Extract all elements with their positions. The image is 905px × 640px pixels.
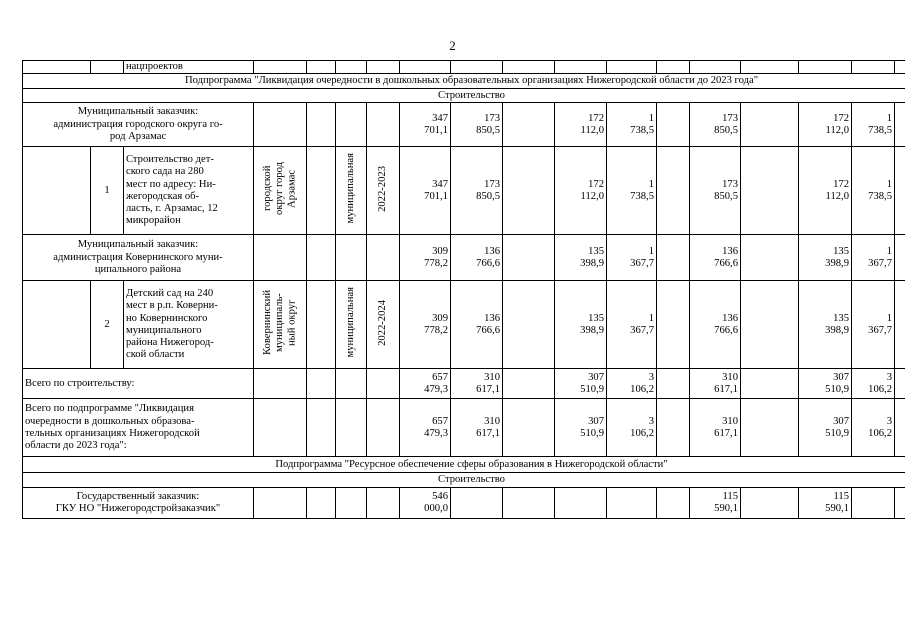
total-construction-value: 307 510,9 (555, 369, 607, 399)
customer2-value: 1 367,7 (607, 235, 657, 281)
customer1-value (503, 103, 555, 147)
customer1-label: Муниципальный заказчик: администрация городского округа го- род Арзамас (23, 103, 254, 147)
total-subprogram-value: 310 617,1 (690, 399, 741, 457)
customer1-row (23, 103, 905, 147)
item2-value: 309 778,2 (400, 281, 451, 369)
subprogram2-section: Строительство (23, 473, 905, 488)
item1-years: 2022-2023 (376, 165, 388, 212)
item1-value: 173 850,5 (451, 147, 503, 235)
state-customer-value: 115 590,1 (690, 488, 741, 519)
item1-number: 1 (91, 147, 124, 235)
customer2-label: Муниципальный заказчик: администрация Ковернинского муни- ципального района (23, 235, 254, 281)
customer2-value: 136 766,6 (451, 235, 503, 281)
state-customer-value: 115 590,1 (799, 488, 852, 519)
item1-value (895, 147, 905, 235)
subprogram2-title-row (23, 457, 905, 473)
customer1-value (741, 103, 799, 147)
customer1-value (895, 103, 905, 147)
item2-territory: Ковернинский муниципаль- ный округ (261, 290, 298, 356)
state-customer-value (657, 488, 690, 519)
subprogram1-section: Строительство (23, 89, 905, 103)
state-customer-value: 546 000,0 (400, 488, 451, 519)
state-customer-value (451, 488, 503, 519)
item2-value: 136 766,6 (451, 281, 503, 369)
item1-territory: городской округ город Арзамас (261, 162, 298, 216)
item1-value: 172 112,0 (555, 147, 607, 235)
item1-row (23, 147, 905, 235)
total-construction-value: 307 510,9 (799, 369, 852, 399)
total-construction-value (895, 369, 905, 399)
total-construction-value (503, 369, 555, 399)
customer2-value (895, 235, 905, 281)
total-construction-value: 310 617,1 (451, 369, 503, 399)
item1-value (657, 147, 690, 235)
total-construction-value: 3 106,2 (607, 369, 657, 399)
customer1-value: 173 850,5 (690, 103, 741, 147)
top-row-text: нацпроектов (124, 61, 254, 74)
state-customer-value (895, 488, 905, 519)
total-construction-value (657, 369, 690, 399)
total-subprogram-value: 310 617,1 (451, 399, 503, 457)
item2-value: 136 766,6 (690, 281, 741, 369)
total-construction-value (741, 369, 799, 399)
total-subprogram-value: 657 479,3 (400, 399, 451, 457)
total-construction-row (23, 369, 905, 399)
item2-value (741, 281, 799, 369)
item2-years: 2022-2024 (376, 299, 388, 346)
customer1-value (657, 103, 690, 147)
total-construction-value: 310 617,1 (690, 369, 741, 399)
item2-value: 135 398,9 (555, 281, 607, 369)
item1-value (741, 147, 799, 235)
item1-value: 173 850,5 (690, 147, 741, 235)
customer1-value: 347 701,1 (400, 103, 451, 147)
total-subprogram-value: 307 510,9 (555, 399, 607, 457)
item2-name: Детский сад на 240 мест в р.п. Коверни- но Ковернинского муниципального района Нижегород- ской области (124, 281, 254, 369)
customer1-value: 172 112,0 (555, 103, 607, 147)
total-subprogram-label: Всего по подпрограмме "Ликвидация очередности в дошкольных образова- тельных организациях Нижегородской области до 2023 года": (23, 399, 254, 457)
item2-value (895, 281, 905, 369)
total-subprogram-row (23, 399, 905, 457)
customer2-value: 1 367,7 (852, 235, 895, 281)
total-subprogram-value (657, 399, 690, 457)
total-construction-value: 657 479,3 (400, 369, 451, 399)
subprogram2-section-row (23, 473, 905, 488)
item2-value (503, 281, 555, 369)
item2-ownership: муниципальная (344, 287, 356, 358)
customer2-value: 135 398,9 (555, 235, 607, 281)
customer2-value (657, 235, 690, 281)
customer2-value: 135 398,9 (799, 235, 852, 281)
subprogram1-title: Подпрограмма "Ликвидация очередности в дошкольных образовательных организациях Нижегородской области до 2023 года" (23, 74, 905, 89)
item1-value: 172 112,0 (799, 147, 852, 235)
total-construction-label: Всего по строительству: (23, 369, 254, 399)
state-customer-value (555, 488, 607, 519)
item1-value: 1 738,5 (852, 147, 895, 235)
item2-value (657, 281, 690, 369)
customer1-value: 173 850,5 (451, 103, 503, 147)
item2-value: 135 398,9 (799, 281, 852, 369)
item2-number: 2 (91, 281, 124, 369)
item1-value (503, 147, 555, 235)
state-customer-value (503, 488, 555, 519)
subprogram1-title-row (23, 74, 905, 89)
state-customer-row (23, 488, 905, 519)
customer1-value: 1 738,5 (852, 103, 895, 147)
state-customer-value (852, 488, 895, 519)
total-subprogram-value (741, 399, 799, 457)
customer2-value: 309 778,2 (400, 235, 451, 281)
item2-value: 1 367,7 (852, 281, 895, 369)
state-customer-value (741, 488, 799, 519)
total-subprogram-value: 3 106,2 (852, 399, 895, 457)
customer2-value (503, 235, 555, 281)
item1-value: 347 701,1 (400, 147, 451, 235)
customer2-value (741, 235, 799, 281)
total-subprogram-value (503, 399, 555, 457)
item1-ownership: муниципальная (344, 153, 356, 224)
item1-name: Строительство дет- ского сада на 280 мест по адресу: Ни- жегородская об- ласть, г. Арзамас, 12 микрорайон (124, 147, 254, 235)
total-subprogram-value: 3 106,2 (607, 399, 657, 457)
customer2-value: 136 766,6 (690, 235, 741, 281)
page-number: 2 (449, 38, 456, 53)
subprogram2-title: Подпрограмма "Ресурсное обеспечение сферы образования в Нижегородской области" (23, 457, 905, 473)
customer1-value: 1 738,5 (607, 103, 657, 147)
item2-row (23, 281, 905, 369)
item2-value: 1 367,7 (607, 281, 657, 369)
total-subprogram-value (895, 399, 905, 457)
item1-value: 1 738,5 (607, 147, 657, 235)
budget-table (22, 60, 905, 519)
state-customer-label: Государственный заказчик: ГКУ НО "Нижегородстройзаказчик" (23, 488, 254, 519)
subprogram1-section-row (23, 89, 905, 103)
customer2-row (23, 235, 905, 281)
total-subprogram-value: 307 510,9 (799, 399, 852, 457)
customer1-value: 172 112,0 (799, 103, 852, 147)
top-row (23, 61, 905, 74)
total-construction-value: 3 106,2 (852, 369, 895, 399)
state-customer-value (607, 488, 657, 519)
